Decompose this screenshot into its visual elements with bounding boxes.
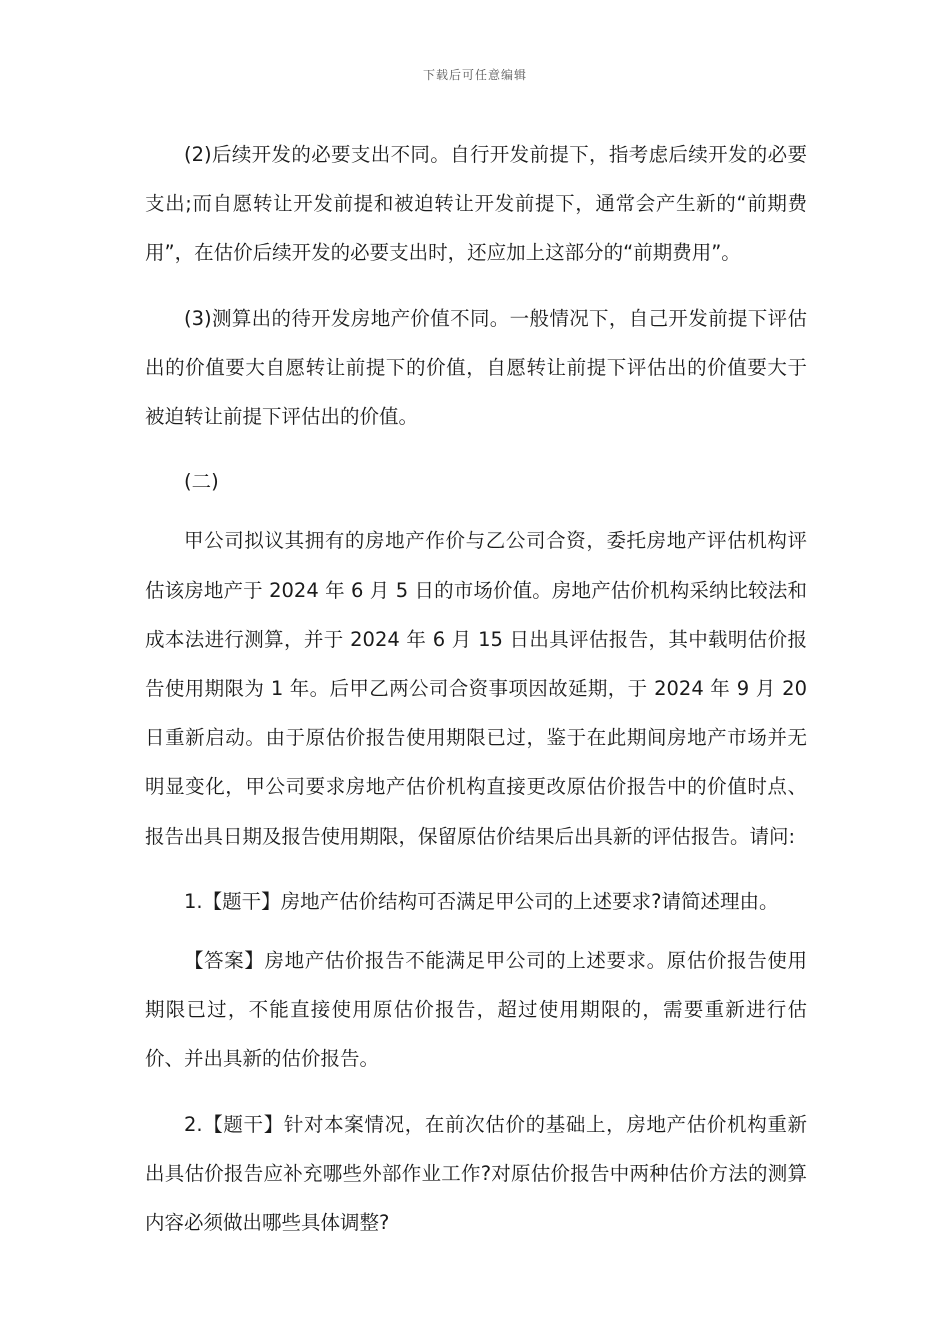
document-body bbox=[145, 130, 807, 1263]
paragraph-development-costs: (2)后续开发的必要支出不同。自行开发前提下，指考虑后续开发的必要支出;而自愿转让开发前提和被迫转让开发前提下，通常会产生新的“前期费用”，在估价后续开发的必要支出时，还应加上这部分的“前期费用”。 bbox=[145, 143, 807, 265]
answer-1: 【答案】房地产估价报告不能满足甲公司的上述要求。原估价报告使用期限已过，不能直接使用原估价报告，超过使用期限的，需要重新进行估价、并出具新的估价报告。 bbox=[145, 949, 807, 1071]
question-2: 2.【题干】针对本案情况，在前次估价的基础上，房地产估价机构重新出具估价报告应补充哪些外部作业工作?对原估价报告中两种估价方法的测算内容必须做出哪些具体调整? bbox=[145, 1112, 807, 1235]
paragraph-case-description: 甲公司拟议其拥有的房地产作价与乙公司合资，委托房地产评估机构评估该房地产于 2024 年 6 月 5 日的市场价值。房地产估价机构采纳比较法和成本法进行测算，并于 2024 年 6 月 15 日出具评估报告，其中载明估价报告使用期限为 1 年。后甲乙两公司合资事项因故延期，于 2024 年 9 月 20 日重新启动。由于原估价报告使用期限已过，鉴于在此期间房地产市场并无明显变化，甲公司要求房地产估价机构直接更改原估价报告中的价值时点、报告出具日期及报告使用期限，保留原估价结果后出具新的评估报告。请问: bbox=[145, 529, 807, 848]
question-1: 1.【题干】房地产估价结构可否满足甲公司的上述要求?请简述理由。 bbox=[184, 889, 779, 913]
paragraph-value-difference: (3)测算出的待开发房地产价值不同。一般情况下，自己开发前提下评估出的价值要大自愿转让前提下的价值，自愿转让前提下评估出的价值要大于被迫转让前提下评估出的价值。 bbox=[145, 306, 807, 429]
page-header: 下载后可任意编辑 bbox=[422, 68, 527, 82]
section-heading: (二) bbox=[184, 470, 219, 494]
